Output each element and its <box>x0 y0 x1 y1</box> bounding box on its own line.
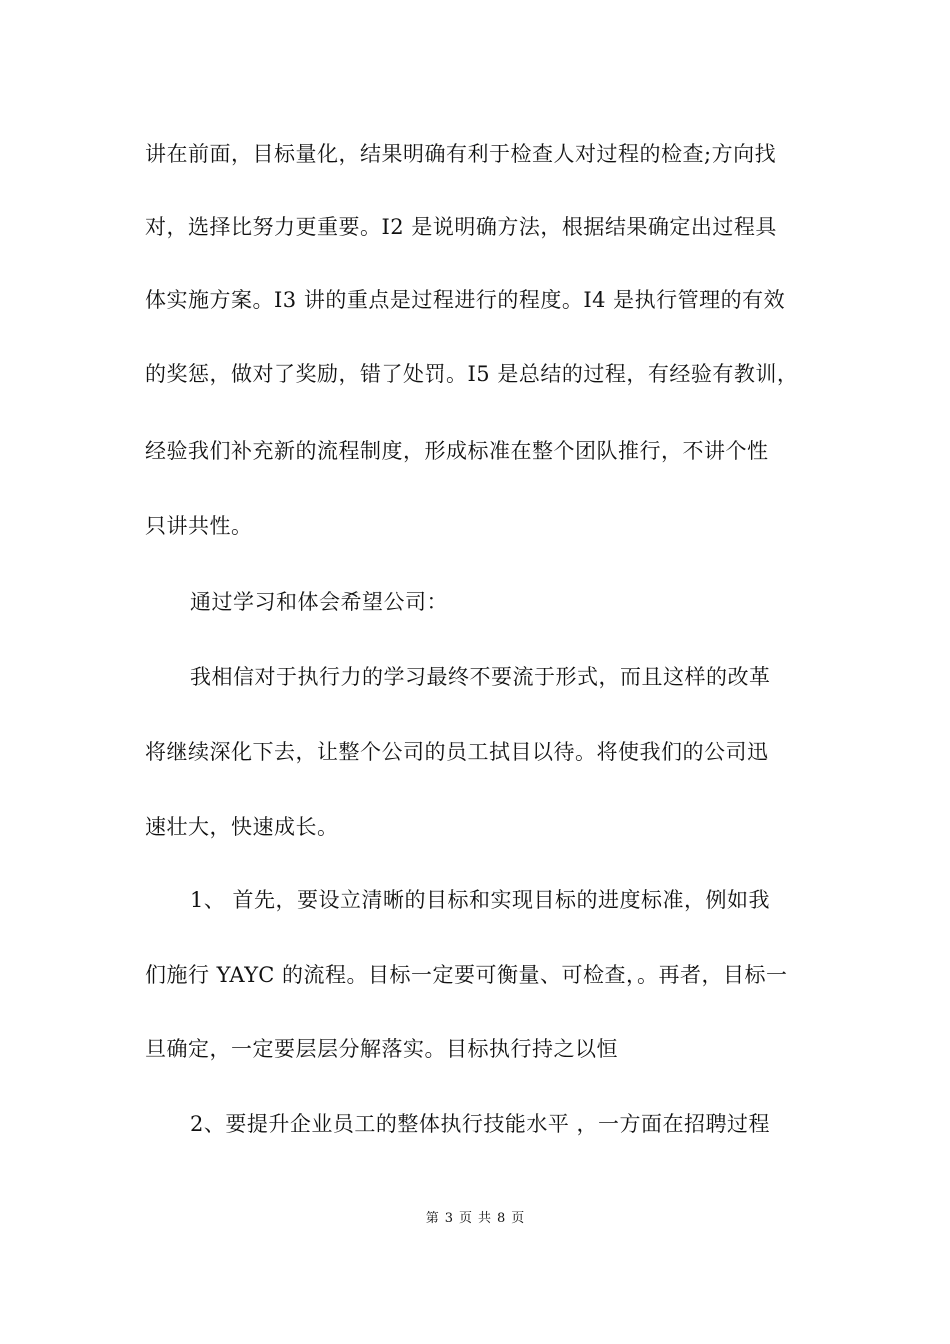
body-line: 讲在前面，目标量化，结果明确有利于检查人对过程的检查;方向找 <box>145 142 777 166</box>
paragraph-heading: 通过学习和体会希望公司： <box>190 590 448 614</box>
footer-prefix: 第 <box>425 1211 439 1226</box>
body-line: 只讲共性。 <box>145 514 253 538</box>
body-line: 的奖惩，做对了奖励，错了处罚。I5 是总结的过程，有经验有教训， <box>145 362 799 386</box>
body-line: 旦确定，一定要层层分解落实。目标执行持之以恒 <box>145 1037 618 1061</box>
body-line: 对，选择比努力更重要。I2 是说明确方法，根据结果确定出过程具 <box>145 215 777 239</box>
body-line: 经验我们补充新的流程制度，形成标准在整个团队推行，不讲个性 <box>145 439 769 463</box>
list-item-1: 1、 首先，要设立清晰的目标和实现目标的进度标准，例如我 <box>190 888 771 912</box>
body-line: 将继续深化下去，让整个公司的员工拭目以待。将使我们的公司迅 <box>145 740 769 764</box>
footer-total-pages: 8 <box>497 1211 506 1226</box>
list-item-2: 2、要提升企业员工的整体执行技能水平 ，一方面在招聘过程 <box>190 1112 771 1136</box>
footer-current-page: 3 <box>444 1211 453 1226</box>
body-line: 我相信对于执行力的学习最终不要流于形式，而且这样的改革 <box>190 665 771 689</box>
body-line: 体实施方案。I3 讲的重点是过程进行的程度。I4 是执行管理的有效 <box>145 288 786 312</box>
page-footer <box>0 1210 950 1228</box>
body-line: 们施行 YAYC 的流程。目标一定要可衡量、可检查，。再者，目标一 <box>145 963 788 987</box>
footer-total-word: 共 <box>478 1211 492 1226</box>
footer-page-word: 页 <box>458 1211 472 1226</box>
body-line: 速壮大，快速成长。 <box>145 815 339 839</box>
footer-suffix: 页 <box>511 1211 525 1226</box>
